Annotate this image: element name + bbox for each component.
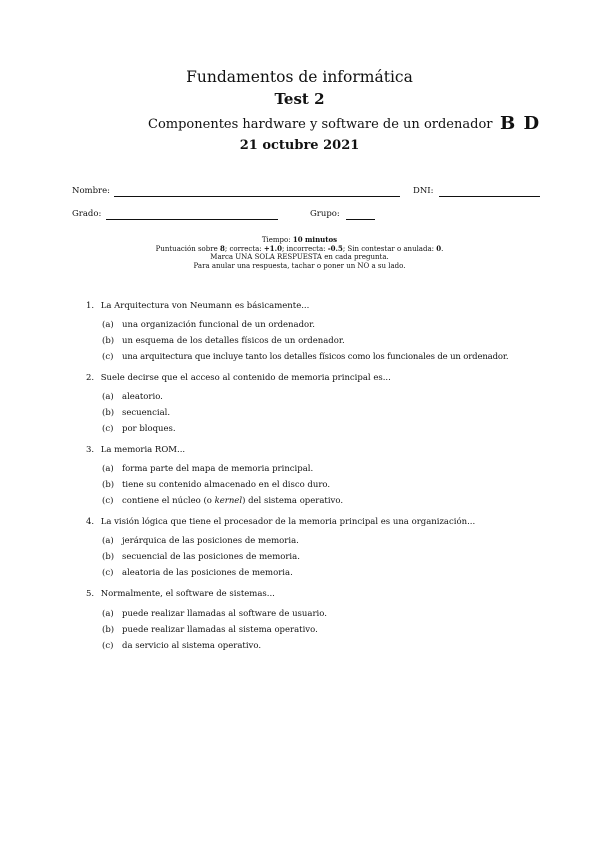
option-text-emphasis: kernel [214,496,243,506]
scoring-text: . [441,244,444,253]
scoring-text: ; correcta: [224,244,264,253]
scoring-correct: +1.0 [263,243,282,253]
option-mark: (b) [102,552,115,562]
option-4b[interactable] [102,552,300,562]
option-mark: (a) [102,320,114,330]
option-text: secuencial. [122,408,171,418]
option-mark: (c) [102,424,114,434]
option-mark: (c) [102,641,114,651]
question-text: Suele decirse que el acceso al contenido de memoria principal es... [100,373,391,383]
option-mark: (a) [102,536,114,546]
course-title: Fundamentos de informática [186,68,413,86]
single-answer-note: Marca UNA SOLA RESPUESTA en cada pregunta. [210,253,389,262]
scoring-line [0,245,599,254]
option-1a[interactable] [102,320,315,330]
time-line [0,236,599,245]
option-mark: (a) [102,464,114,474]
time-label: Tiempo: [261,236,291,244]
dni-label: DNI: [413,186,434,196]
question-5 [86,589,275,599]
question-4 [86,517,475,527]
option-text: secuencial de las posiciones de memoria. [122,552,300,562]
test-title: Test 2 [274,90,325,108]
option-1b[interactable] [102,336,345,346]
option-mark: (a) [102,392,114,402]
scoring-total: 8 [219,243,225,253]
scoring-blank: 0 [436,243,442,253]
option-mark: (b) [102,625,115,635]
cancel-answer-note: Para anular una respuesta, tachar o poner un NO a su lado. [193,261,406,270]
option-5a[interactable] [102,609,327,619]
option-3a[interactable] [102,464,313,474]
option-4a[interactable] [102,536,299,546]
option-5c[interactable] [102,641,261,651]
nombre-field[interactable] [114,196,400,197]
option-text: tiene su contenido almacenado en el disco duro. [122,480,331,490]
instructions [0,236,599,270]
time-value: 10 minutos [292,235,338,244]
option-text: contiene el núcleo (o [122,496,215,506]
option-mark: (a) [102,609,114,619]
scoring-incorrect: -0.5 [327,243,343,253]
option-text: una organización funcional de un ordenador. [122,320,315,330]
dni-field[interactable] [439,196,540,197]
option-mark: (b) [102,408,115,418]
option-text: ) del sistema operativo. [242,496,344,506]
question-2 [86,373,391,383]
option-2b[interactable] [102,408,170,418]
option-2a[interactable] [102,392,163,402]
grupo-label: Grupo: [310,209,340,219]
option-5b[interactable] [102,625,318,635]
option-text: un esquema de los detalles físicos de un ordenador. [122,336,345,346]
nombre-label: Nombre: [72,186,111,196]
option-text: una arquitectura que incluye tanto los detalles físicos como los funcionales de un ordenador. [122,352,509,362]
option-mark: (c) [102,496,114,506]
option-text: por bloques. [122,424,176,434]
option-3b[interactable] [102,480,330,490]
grado-field[interactable] [106,219,278,220]
question-3 [86,445,185,455]
option-2c[interactable] [102,424,176,434]
grupo-field[interactable] [346,219,375,220]
exam-date: 21 octubre 2021 [239,138,360,153]
option-mark: (b) [102,336,115,346]
scoring-text: ; incorrecta: [281,244,328,253]
option-text: puede realizar llamadas al sistema operativo. [122,625,318,635]
question-number: 4. [86,517,95,527]
exam-variant: B D [500,113,541,134]
option-1c[interactable] [102,352,508,362]
option-mark: (c) [102,352,114,362]
question-number: 2. [86,373,95,383]
option-3c[interactable] [102,496,343,506]
question-text: La Arquitectura von Neumann es básicamente... [100,301,310,311]
question-number: 3. [86,445,95,455]
question-text: La visión lógica que tiene el procesador de la memoria principal es una organización... [100,517,476,527]
scoring-text: ; Sin contestar o anulada: [342,244,437,253]
test-subtitle: Componentes hardware y software de un ordenador [148,117,493,132]
grado-label: Grado: [72,209,102,219]
option-mark: (b) [102,480,115,490]
option-text: aleatorio. [122,392,163,402]
question-number: 1. [86,301,95,311]
option-text: aleatoria de las posiciones de memoria. [122,568,293,578]
question-text: La memoria ROM... [100,445,186,455]
option-text: forma parte del mapa de memoria principal. [122,464,314,474]
option-text: puede realizar llamadas al software de usuario. [122,609,327,619]
option-4c[interactable] [102,568,293,578]
question-number: 5. [86,589,95,599]
option-text: jerárquica de las posiciones de memoria. [122,536,299,546]
question-1 [86,301,309,311]
question-text: Normalmente, el software de sistemas... [100,589,275,599]
option-text: da servicio al sistema operativo. [122,641,262,651]
option-mark: (c) [102,568,114,578]
scoring-text: Puntuación sobre [155,244,220,253]
